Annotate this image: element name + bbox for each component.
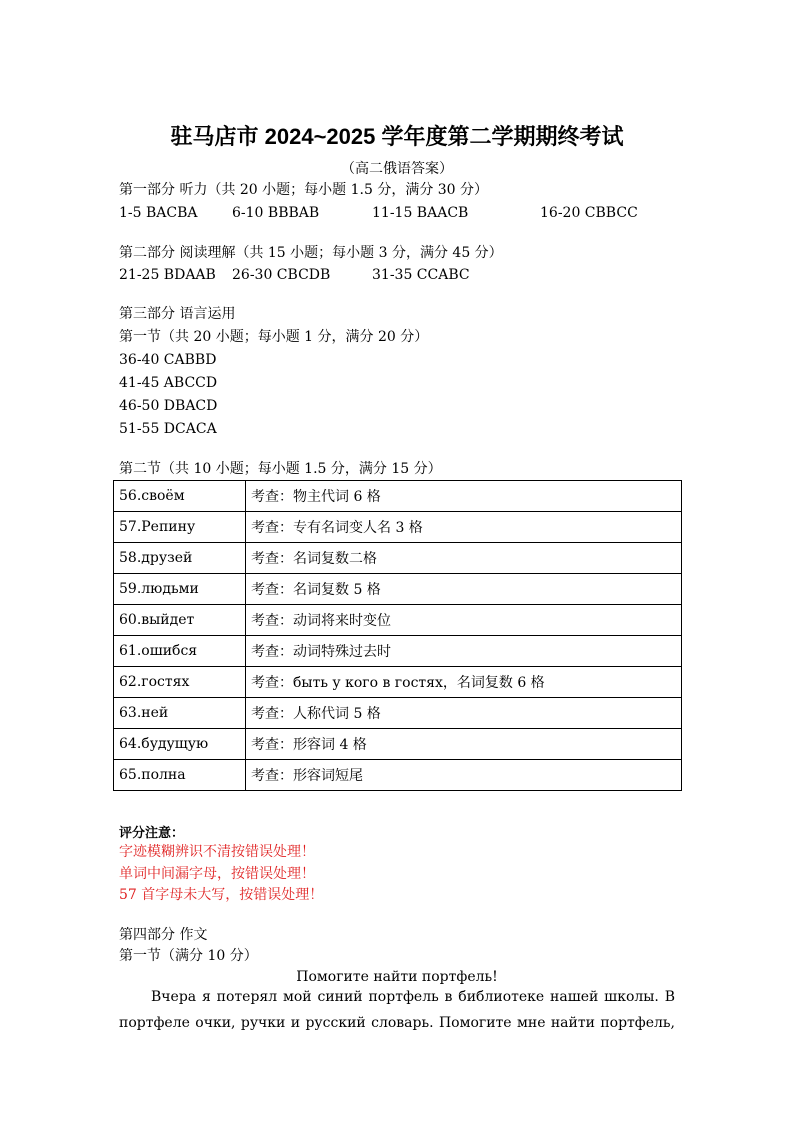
answer-group: 26-30 CBCDB	[232, 267, 331, 283]
table-row	[114, 481, 682, 512]
note-cell: 考查：名词复数二格	[246, 543, 682, 574]
answer-cell: 58.друзей	[114, 543, 246, 574]
part3-section2-heading: 第二节（共 10 小题；每小题 1.5 分，满分 15 分）	[119, 461, 442, 477]
table-row	[114, 729, 682, 760]
answer-cell: 60.выйдет	[114, 605, 246, 636]
answer-cell: 62.гостях	[114, 667, 246, 698]
answer-group: 11-15 BAACB	[372, 205, 469, 221]
answer-group: 31-35 CCABC	[372, 267, 470, 283]
note-cell: 考查：物主代词 6 格	[246, 481, 682, 512]
note-cell: 考查：形容词 4 格	[246, 729, 682, 760]
table-row	[114, 574, 682, 605]
table-row	[114, 667, 682, 698]
part3-heading: 第三部分 语言运用	[119, 306, 236, 322]
part3-section1-heading: 第一节（共 20 小题；每小题 1 分，满分 20 分）	[119, 329, 429, 345]
note-cell: 考查：быть у кого в гостях，名词复数 6 格	[246, 667, 682, 698]
note-cell: 考查：名词复数 5 格	[246, 574, 682, 605]
note-cell: 考查：人称代词 5 格	[246, 698, 682, 729]
answer-cell: 61.ошибся	[114, 636, 246, 667]
part1-heading: 第一部分 听力（共 20 小题；每小题 1.5 分，满分 30 分）	[119, 182, 489, 198]
table-row	[114, 512, 682, 543]
answer-group: 36-40 CABBD	[119, 352, 217, 368]
answer-group: 21-25 BDAAB	[119, 267, 216, 283]
answer-cell: 63.ней	[114, 698, 246, 729]
essay-line: Вчера я потерял мой синий портфель в библиотеке нашей школы. В	[151, 989, 675, 1005]
scoring-note: 57 首字母未大写，按错误处理！	[119, 887, 324, 903]
scoring-note: 单词中间漏字母，按错误处理！	[119, 866, 315, 882]
answer-group: 6-10 BBBAB	[232, 205, 320, 221]
part1-answers	[119, 204, 679, 222]
scoring-notes-heading: 评分注意：	[119, 826, 185, 841]
essay-line: портфеле очки, ручки и русский словарь. Помогите мне найти портфель,	[119, 1015, 675, 1031]
answer-group: 1-5 BACBA	[119, 205, 198, 221]
answer-cell: 64.будущую	[114, 729, 246, 760]
table-row	[114, 760, 682, 791]
grammar-answer-table	[113, 480, 682, 791]
answer-group: 46-50 DBACD	[119, 398, 218, 414]
table-row	[114, 636, 682, 667]
essay-title: Помогите найти портфель!	[296, 969, 498, 985]
part4-heading: 第四部分 作文	[119, 927, 208, 943]
note-cell: 考查：动词将来时变位	[246, 605, 682, 636]
answer-group: 51-55 DCACA	[119, 421, 217, 437]
answer-group: 41-45 ABCCD	[119, 375, 218, 391]
table-row	[114, 543, 682, 574]
part4-section1-heading: 第一节（满分 10 分）	[119, 948, 258, 964]
note-cell: 考查：专有名词变人名 3 格	[246, 512, 682, 543]
scoring-note: 字迹模糊辨识不清按错误处理！	[119, 844, 315, 860]
answer-cell: 57.Репину	[114, 512, 246, 543]
part2-answers	[119, 266, 679, 284]
part2-heading: 第二部分 阅读理解（共 15 小题；每小题 3 分，满分 45 分）	[119, 245, 503, 261]
answer-cell: 59.людьми	[114, 574, 246, 605]
answer-group: 16-20 CBBCC	[540, 205, 638, 221]
table-row	[114, 605, 682, 636]
table-row	[114, 698, 682, 729]
page-title: 驻马店市 2024~2025 学年度第二学期期终考试	[170, 124, 624, 149]
answer-cell: 65.полна	[114, 760, 246, 791]
answer-cell: 56.своём	[114, 481, 246, 512]
note-cell: 考查：形容词短尾	[246, 760, 682, 791]
note-cell: 考查：动词特殊过去时	[246, 636, 682, 667]
page-subtitle: （高二俄语答案）	[341, 161, 453, 177]
